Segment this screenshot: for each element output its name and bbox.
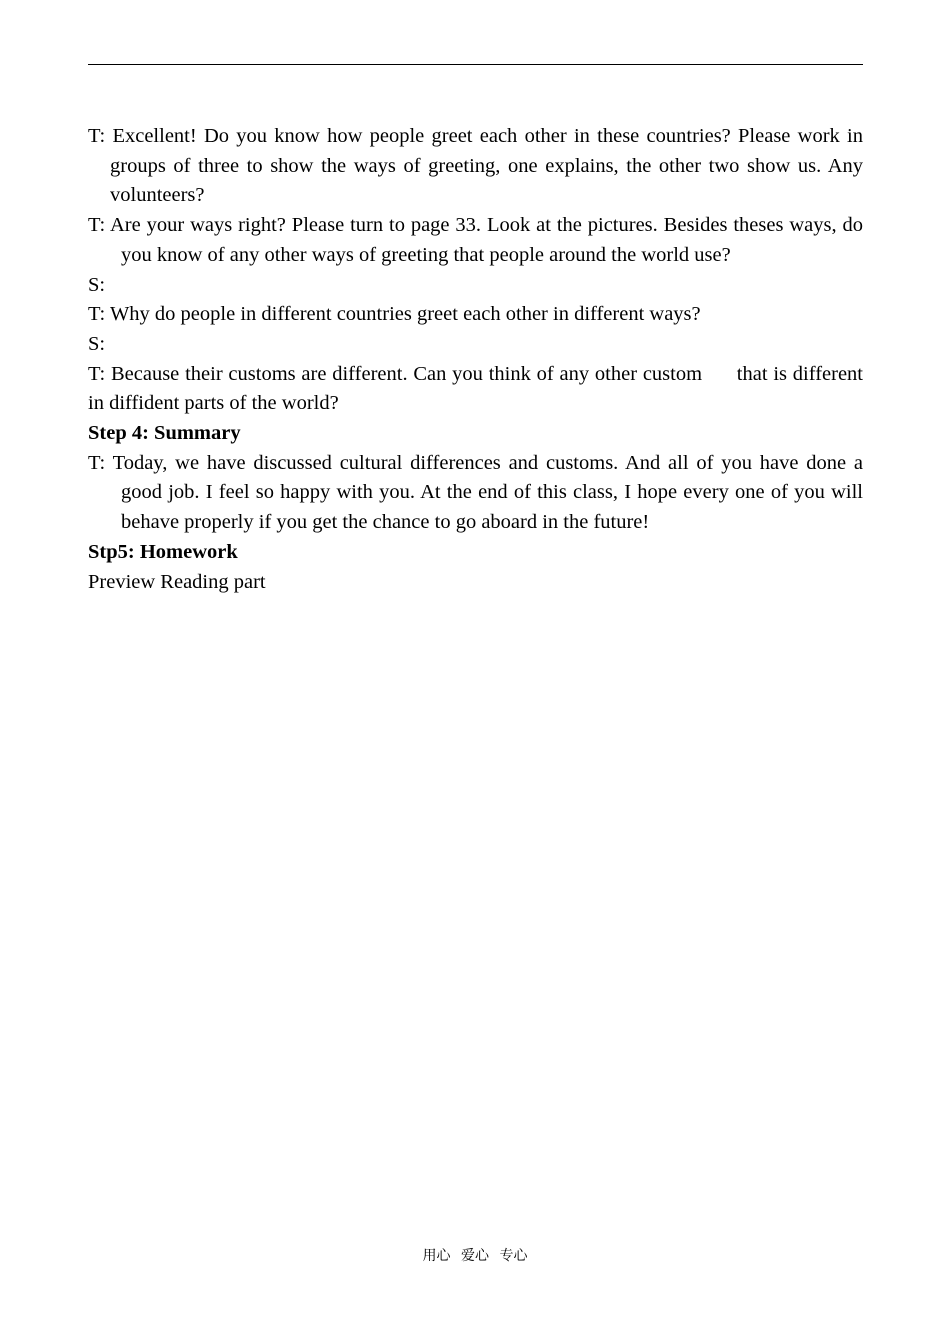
page-footer: 用心 爱心 专心: [422, 1248, 528, 1264]
step4-heading: Step 4: Summary: [88, 422, 241, 445]
paragraph-page-33: T: Are your ways right? Please turn to page 33. Look at the pictures. Besides theses ways, do you know of any other ways of greeting that people around the world use?: [88, 214, 863, 266]
paragraph-customs: T: Because their customs are different. Can you think of any other custom that is different in diffident parts of the world?: [88, 362, 869, 415]
document-body: [88, 122, 869, 597]
step5-heading: Stp5: Homework: [88, 540, 238, 563]
step4-summary-text: T: Today, we have discussed cultural differences and customs. And all of you have done a good job. I feel so happy with you. At the end of this class, I hope every one of you will behave properly if you get the chance to go aboard in the future!: [88, 451, 863, 534]
paragraph-student-response-2: S:: [88, 332, 106, 355]
paragraph-why-different: T: Why do people in different countries greet each other in different ways?: [88, 303, 701, 326]
header-rule: [88, 64, 863, 65]
step5-homework-text: Preview Reading part: [88, 570, 266, 593]
paragraph-student-response-1: S:: [88, 273, 106, 296]
paragraph-greeting-question: T: Excellent! Do you know how people greet each other in these countries? Please work in groups of three to show the ways of greeting, one explains, the other two show us. Any volunteers?: [88, 125, 863, 207]
